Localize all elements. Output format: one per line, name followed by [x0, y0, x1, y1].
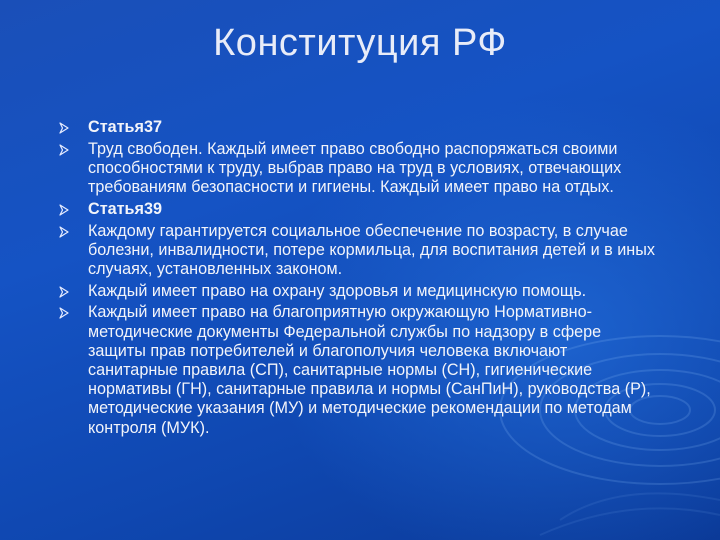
bullet-text: Статья39	[88, 199, 162, 218]
arrowhead-bullet-icon	[58, 307, 70, 319]
bullet-text: Статья37	[88, 118, 162, 136]
slide-title: Конституция РФ	[213, 22, 507, 64]
arrowhead-bullet-icon	[58, 204, 70, 216]
arrowhead-bullet-icon	[58, 144, 70, 156]
list-item	[58, 118, 658, 137]
arrowhead-bullet-icon	[58, 122, 70, 134]
bullet-text: Каждому гарантируется социальное обеспечение по возрасту, в случае болезни, инвалидности, потере кормильца, для воспитания детей и в иных случаях, установленных законом.	[88, 221, 655, 278]
list-item	[58, 200, 658, 219]
bullet-text: Труд свободен. Каждый имеет право свободно распоряжаться своими способностями к труду, выбрав право на труд в условиях, отвечающих требованиям безопасности и гигиены. Каждый имеет право на отдых.	[88, 139, 622, 197]
bullet-list	[58, 118, 658, 440]
list-item	[58, 222, 658, 280]
bullet-text: Каждый имеет право на благоприятную окружающую Нормативно-методические документы Федеральной службы по надзору в сфере защиты прав потребителей и благополучия человека включают санитарные правила (СП), санитарные нормы (СН), гигиенические нормативы (ГН), санитарные правила и нормы (СанПиН), руководства (Р), методические указания (МУ) и методические рекомендации по методам контроля (МУК).	[88, 303, 651, 437]
arrowhead-bullet-icon	[58, 226, 70, 238]
list-item	[58, 140, 658, 198]
list-item	[58, 282, 658, 301]
arrowhead-bullet-icon	[58, 286, 70, 298]
bullet-text: Каждый имеет право на охрану здоровья и медицинскую помощь.	[88, 281, 587, 300]
list-item	[58, 303, 658, 437]
